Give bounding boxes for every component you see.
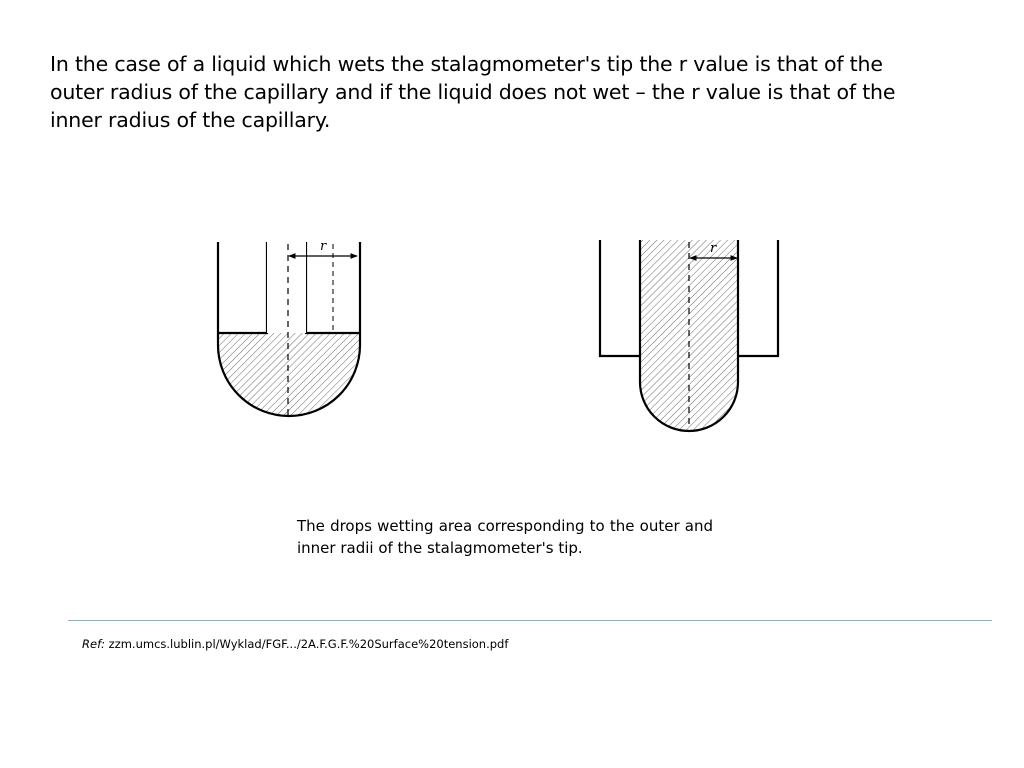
reference-link[interactable]: zzm.umcs.lublin.pl/Wyklad/FGF.../2A.F.G.F.%20Surface%20tension.pdf	[108, 637, 509, 651]
left-drop-wetting	[218, 239, 360, 418]
right-radius-label: r	[710, 241, 717, 256]
divider-line	[68, 620, 992, 621]
stalagmometer-drops-figure	[200, 230, 800, 440]
reference-label: Ref:	[82, 637, 105, 651]
left-radius-label: r	[320, 239, 327, 254]
reference-line	[82, 636, 508, 652]
body-text: In the case of a liquid which wets the stalagmometer's tip the r value is that of the outer radius of the capillary and if the liquid does not wet – the r value is that of the inner radius of the capillary.	[50, 52, 896, 132]
figure-caption: The drops wetting area corresponding to the outer and inner radii of the stalagmometer's tip.	[297, 517, 713, 557]
right-drop-non-wetting	[600, 240, 778, 431]
